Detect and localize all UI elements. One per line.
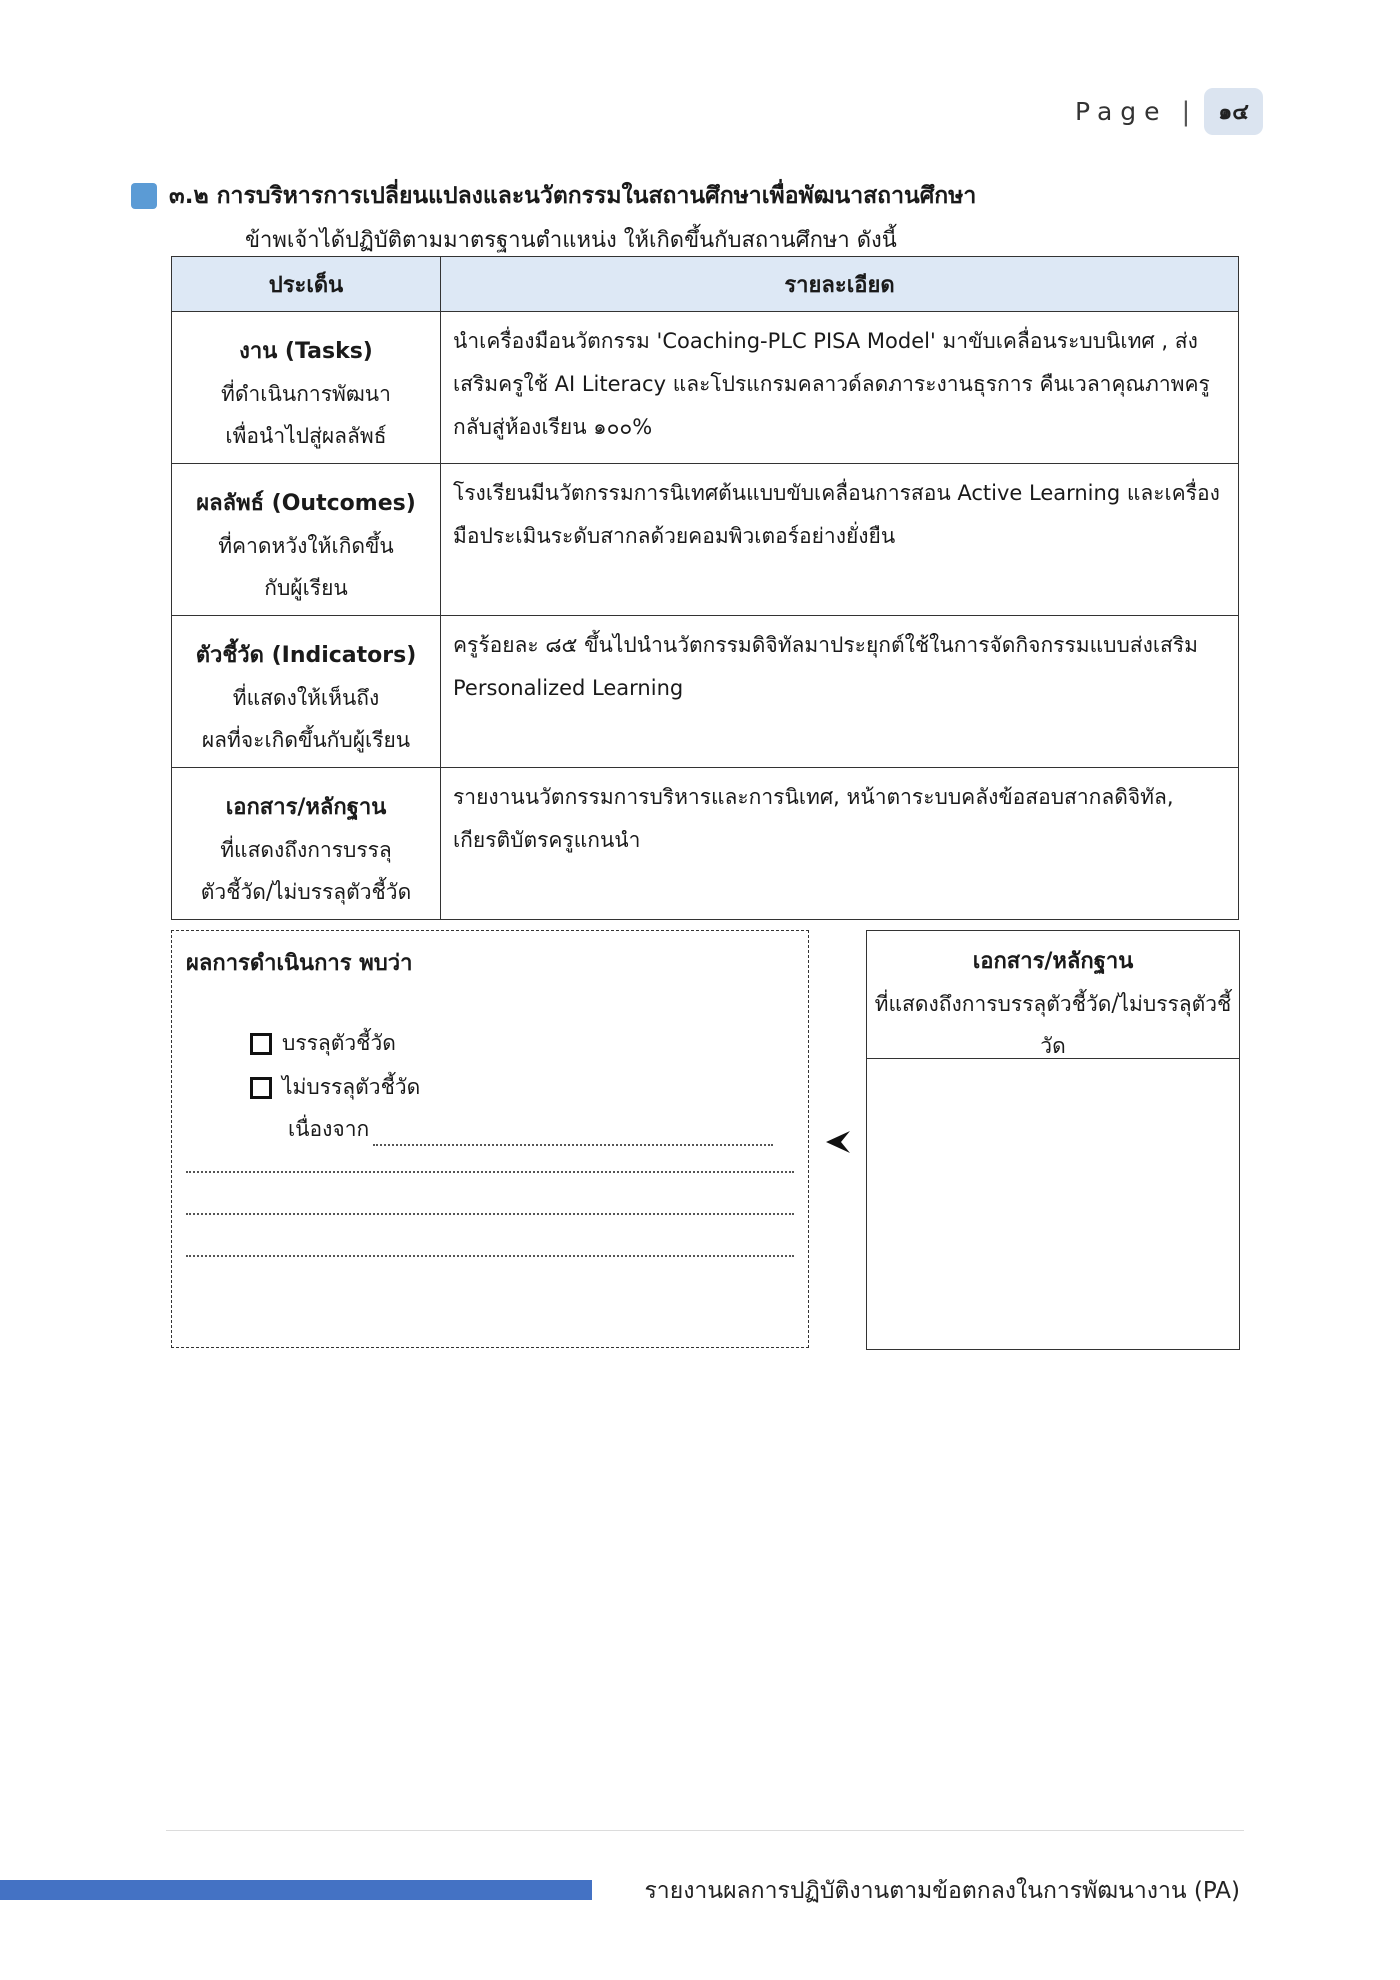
page-label: Page bbox=[1075, 97, 1168, 126]
checkbox-achieved[interactable] bbox=[250, 1027, 396, 1060]
evidence-content-area[interactable] bbox=[867, 1059, 1239, 1349]
because-fill-line[interactable] bbox=[373, 1113, 773, 1146]
bullet-square-icon bbox=[131, 183, 157, 209]
row-detail: รายงานนวัตกรรมการบริหารและการนิเทศ, หน้าตาระบบคลังข้อสอบสากลดิจิทัล, เกียรติบัตรครูแกนนำ bbox=[441, 768, 1239, 920]
row-topic bbox=[172, 464, 441, 616]
because-label: เนื่องจาก bbox=[288, 1117, 370, 1141]
checkbox-icon[interactable] bbox=[250, 1077, 272, 1099]
footer-divider bbox=[166, 1830, 1244, 1831]
table-header-row bbox=[172, 257, 1239, 312]
row-key: งาน (Tasks) bbox=[239, 339, 373, 364]
row-key: ตัวชี้วัด (Indicators) bbox=[195, 643, 417, 668]
page-header bbox=[1075, 88, 1263, 135]
row-sub1: ที่ดำเนินการพัฒนา bbox=[221, 382, 391, 406]
footer-accent-bar bbox=[0, 1880, 592, 1900]
section-intro: ข้าพเจ้าได้ปฏิบัติตามมาตรฐานตำแหน่ง ให้เกิดขึ้นกับสถานศึกษา ดังนี้ bbox=[245, 228, 897, 253]
row-detail: ครูร้อยละ ๘๕ ขึ้นไปนำนวัตกรรมดิจิทัลมาประยุกต์ใช้ในการจัดกิจกรรมแบบส่งเสริม Personalized Learning bbox=[441, 616, 1239, 768]
table-row bbox=[172, 616, 1239, 768]
page-number: ๑๔ bbox=[1204, 88, 1263, 135]
because-line[interactable] bbox=[288, 1113, 773, 1146]
row-sub2: ตัวชี้วัด/ไม่บรรลุตัวชี้วัด bbox=[200, 880, 412, 904]
section-heading: ๓.๒ การบริหารการเปลี่ยนแปลงและนวัตกรรมในสถานศึกษาเพื่อพัฒนาสถานศึกษา bbox=[169, 183, 977, 209]
header-detail: รายละเอียด bbox=[441, 257, 1239, 312]
fill-line[interactable] bbox=[186, 1171, 794, 1173]
row-sub1: ที่คาดหวังให้เกิดขึ้น bbox=[218, 534, 394, 558]
result-title: ผลการดำเนินการ พบว่า bbox=[186, 951, 413, 976]
fill-line[interactable] bbox=[186, 1213, 794, 1215]
footer-text: รายงานผลการปฏิบัติงานตามข้อตกลงในการพัฒนางาน (PA) bbox=[644, 1878, 1240, 1904]
row-sub1: ที่แสดงถึงการบรรลุ bbox=[220, 838, 392, 862]
standards-table bbox=[171, 256, 1239, 920]
row-detail: นำเครื่องมือนวัตกรรม 'Coaching-PLC PISA Model' มาขับเคลื่อนระบบนิเทศ , ส่งเสริมครูใช้ AI Literacy และโปรแกรมคลาวด์ลดภาระงานธุรการ คืนเวลาคุณภาพครูกลับสู่ห้องเรียน ๑๐๐% bbox=[441, 312, 1239, 464]
arrow-icon bbox=[824, 1128, 852, 1163]
row-sub2: กับผู้เรียน bbox=[264, 576, 348, 600]
row-detail: โรงเรียนมีนวัตกรรมการนิเทศต้นแบบขับเคลื่อนการสอน Active Learning และเครื่องมือประเมินระดับสากลด้วยคอมพิวเตอร์อย่างยั่งยืน bbox=[441, 464, 1239, 616]
evidence-subtitle: ที่แสดงถึงการบรรลุตัวชี้วัด/ไม่บรรลุตัวชี้วัด bbox=[874, 992, 1232, 1058]
row-topic bbox=[172, 768, 441, 920]
row-topic bbox=[172, 616, 441, 768]
row-key: ผลลัพธ์ (Outcomes) bbox=[196, 491, 416, 516]
row-topic bbox=[172, 312, 441, 464]
result-box bbox=[171, 930, 809, 1348]
arrow-left-icon bbox=[824, 1128, 852, 1156]
row-key: เอกสาร/หลักฐาน bbox=[225, 795, 387, 820]
evidence-title: เอกสาร/หลักฐาน bbox=[972, 949, 1134, 974]
header-topic: ประเด็น bbox=[172, 257, 441, 312]
checkbox-not-achieved[interactable] bbox=[250, 1071, 420, 1104]
checkbox-not-achieved-label: ไม่บรรลุตัวชี้วัด bbox=[282, 1075, 421, 1099]
row-sub1: ที่แสดงให้เห็นถึง bbox=[232, 686, 380, 710]
row-sub2: ผลที่จะเกิดขึ้นกับผู้เรียน bbox=[201, 728, 411, 752]
fill-line[interactable] bbox=[186, 1255, 794, 1257]
section-title bbox=[131, 178, 976, 214]
checkbox-achieved-label: บรรลุตัวชี้วัด bbox=[282, 1031, 396, 1055]
table-row bbox=[172, 312, 1239, 464]
checkbox-icon[interactable] bbox=[250, 1033, 272, 1055]
table-row bbox=[172, 464, 1239, 616]
page-separator: | bbox=[1181, 96, 1191, 127]
evidence-header bbox=[867, 931, 1239, 1059]
evidence-box bbox=[866, 930, 1240, 1350]
row-sub2: เพื่อนำไปสู่ผลลัพธ์ bbox=[225, 424, 387, 448]
table-row bbox=[172, 768, 1239, 920]
